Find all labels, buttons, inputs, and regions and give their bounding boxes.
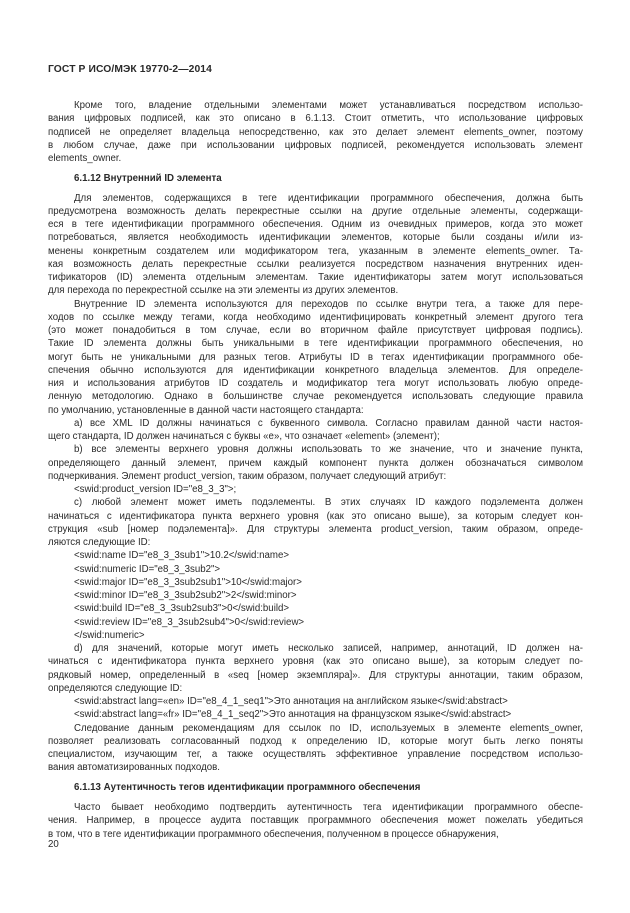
paragraph-line: кая возможность делать перекрестные ссылки реализуется посредством назначения внутренних иден-	[48, 258, 583, 270]
paragraph-line: спечения обычно используются для идентификации конкретного владельца элементов. Для определе-	[48, 364, 583, 376]
paragraph-line: Такие ID элемента должны быть уникальными в теге идентификации программного обеспечения, но	[48, 338, 583, 350]
paragraph-line: еся в теге идентификации программного обеспечения. Одним из очевидных примеров, когда это может	[48, 219, 583, 231]
paragraph-line: определяющего данный элемент, причем каждый компонент пункта должен обозначаться символом	[48, 457, 583, 469]
paragraph-line: позволяет реализовать согласованный подход к определению ID, которые могут быть легко поняты	[48, 735, 583, 747]
code-line: <swid:numeric ID="e8_3_3sub2">	[74, 563, 221, 575]
paragraph-line: в том, что в теге идентификации программного обеспечения, полученном в процессе обнаружения,	[48, 828, 499, 840]
paragraph-line: начинаться с идентификатора пункта верхнего уровня (как это описано выше), за которым следует кон-	[48, 510, 583, 522]
paragraph-line: подписей не определяет владельца непосредственно, как это делает элемент elements_owner, поэтому	[48, 126, 583, 138]
paragraph-line: c) любой элемент может иметь подэлементы. В этих случаях ID каждого подэлемента должен	[74, 497, 583, 509]
paragraph-line: подчеркивания. Элемент product_version, таким образом, получает следующий атрибут:	[48, 470, 447, 482]
code-block	[48, 483, 583, 496]
section-heading: 6.1.13 Аутентичность тегов идентификации программного обеспечения	[74, 782, 421, 794]
paragraph-line: могут быть не уникальными для разных тегов. Атрибуты ID в тегах идентификации программного обе-	[48, 351, 583, 363]
paragraph-line: elements_owner.	[48, 153, 122, 164]
paragraph	[48, 443, 583, 483]
paragraph-line: Внутренние ID элемента используются для переходов по ссылке внутри тега, а также для пере-	[74, 298, 583, 310]
paragraph-line: a) все XML ID должны начинаться с буквенного символа. Согласно правилам данной части настоя-	[74, 417, 583, 429]
paragraph-line: ходов по ссылке между тегами, когда необходимо идентифицировать конкретный элемент другого тега	[48, 311, 583, 323]
code-line: <swid:name ID="e8_3_3sub1">10.2</swid:name>	[74, 550, 290, 562]
section-heading: 6.1.12 Внутренний ID элемента	[74, 172, 222, 184]
paragraph-line: рядковый номер, определенный в «seq [номер экземпляра]». Для структуры аннотации, таким образом,	[48, 669, 583, 681]
code-line: </swid:numeric>	[74, 629, 145, 641]
page-number: 20	[48, 839, 59, 850]
paragraph-line: тификаторов (ID) элемента отдельным элементам. Такие идентификаторы затем могут использоваться	[48, 272, 583, 284]
paragraph-line: ляются следующие ID:	[48, 537, 151, 549]
paragraph	[48, 801, 583, 841]
paragraph-line: в любом случае, даже при использовании цифровых подписей, рекомендуется использовать элемент	[48, 139, 583, 151]
paragraph	[48, 192, 583, 298]
paragraph-line: b) все элементы верхнего уровня должны использовать то же значение, что и значение пункта,	[74, 444, 583, 456]
code-line: <swid:build ID="e8_3_3sub2sub3">0</swid:build>	[74, 603, 290, 615]
paragraph-line: вания автоматизированных подходов.	[48, 762, 220, 774]
paragraph-line: Следование данным рекомендациям для ссылок по ID, используемых в элементе elements_owner,	[74, 722, 583, 734]
paragraph-line: по умолчанию, установленные в данной части настоящего стандарта:	[48, 404, 364, 416]
paragraph	[48, 99, 583, 165]
paragraph	[48, 496, 583, 549]
paragraph-line: Кроме того, владение отдельными элементами может устанавливаться посредством использо-	[74, 100, 583, 111]
code-block	[48, 549, 583, 642]
code-block	[48, 695, 583, 722]
paragraph-line: Для элементов, содержащихся в теге идентификации программного обеспечения, должна быть	[74, 192, 583, 204]
code-line: <swid:review ID="e8_3_3sub2sub4">0</swid:review>	[74, 616, 305, 628]
code-line: <swid:major ID="e8_3_3sub2sub1">10</swid:major>	[74, 576, 302, 588]
paragraph-line: щего стандарта, ID должен начинаться с буквы «e», что означает «element» (элемент);	[48, 431, 440, 443]
code-line: <swid:product_version ID="e8_3_3">;	[74, 484, 237, 496]
paragraph	[48, 722, 583, 775]
document-body	[48, 99, 583, 841]
paragraph-line: потребоваться, является необходимость идентификации элементов, которые были созданы и/или из-	[48, 232, 583, 244]
paragraph-line: d) для значений, которые могут иметь несколько записей, например, аннотаций, ID должен на-	[74, 643, 583, 655]
paragraph-line: определяются следующие ID:	[48, 682, 183, 694]
paragraph-line: струкция «sub [номер подэлемента]». Для структуры элемента product_version, таким образом, опреде-	[48, 523, 583, 535]
paragraph-line: менены конкретным создателем или модификатором тега, указанным в элементе elements_owner. Та-	[48, 245, 583, 257]
paragraph-line: Часто бывает необходимо подтвердить аутентичность тега идентификации программного обеспе-	[74, 802, 583, 814]
code-line: <swid:minor ID="e8_3_3sub2sub2">2</swid:minor>	[74, 590, 297, 602]
paragraph-line: ния и использования атрибутов ID создатель и модификатор тега могут использовать любую опреде-	[48, 378, 583, 390]
paragraph	[48, 298, 583, 417]
paragraph-line: предусмотрена возможность делать перекрестные ссылки на другие отдельные элементы, содержащи-	[48, 205, 583, 217]
paragraph-line: для перехода по перекрестной ссылке на эти элементы из других элементов.	[48, 285, 399, 297]
paragraph	[48, 417, 583, 444]
code-line: <swid:abstract lang=«en» ID="e8_4_1_seq1">Это аннотация на английском языке</swid:abstract>	[74, 696, 508, 708]
paragraph-line: вания цифровых подписей, как это описано в 6.1.13. Стоит отметить, что использование цифровых	[48, 113, 583, 125]
paragraph	[48, 642, 583, 695]
paragraph-line: специалистом, изучающим тег, а также осуществлять эффективное управление посредством использо-	[48, 749, 583, 761]
code-line: <swid:abstract lang=«fr» ID="e8_4_1_seq2">Это аннотация на французском языке</swid:abstract>	[74, 709, 512, 721]
paragraph-line: (это может понадобиться в том случае, если во вторичном файле присутствует цифровая подпись).	[48, 325, 583, 337]
paragraph-line: ленную методологию. Однако в большинстве случае рекомендуется использовать следующие правила	[48, 391, 583, 403]
document-header: ГОСТ Р ИСО/МЭК 19770-2—2014	[48, 64, 212, 75]
paragraph-line: чинаться с идентификатора пункта верхнего уровня (как это описано выше), за которым следует по-	[48, 656, 583, 668]
paragraph-line: чения. Например, в процессе аудита поставщик программного обеспечения может пожелать убедиться	[48, 815, 583, 827]
